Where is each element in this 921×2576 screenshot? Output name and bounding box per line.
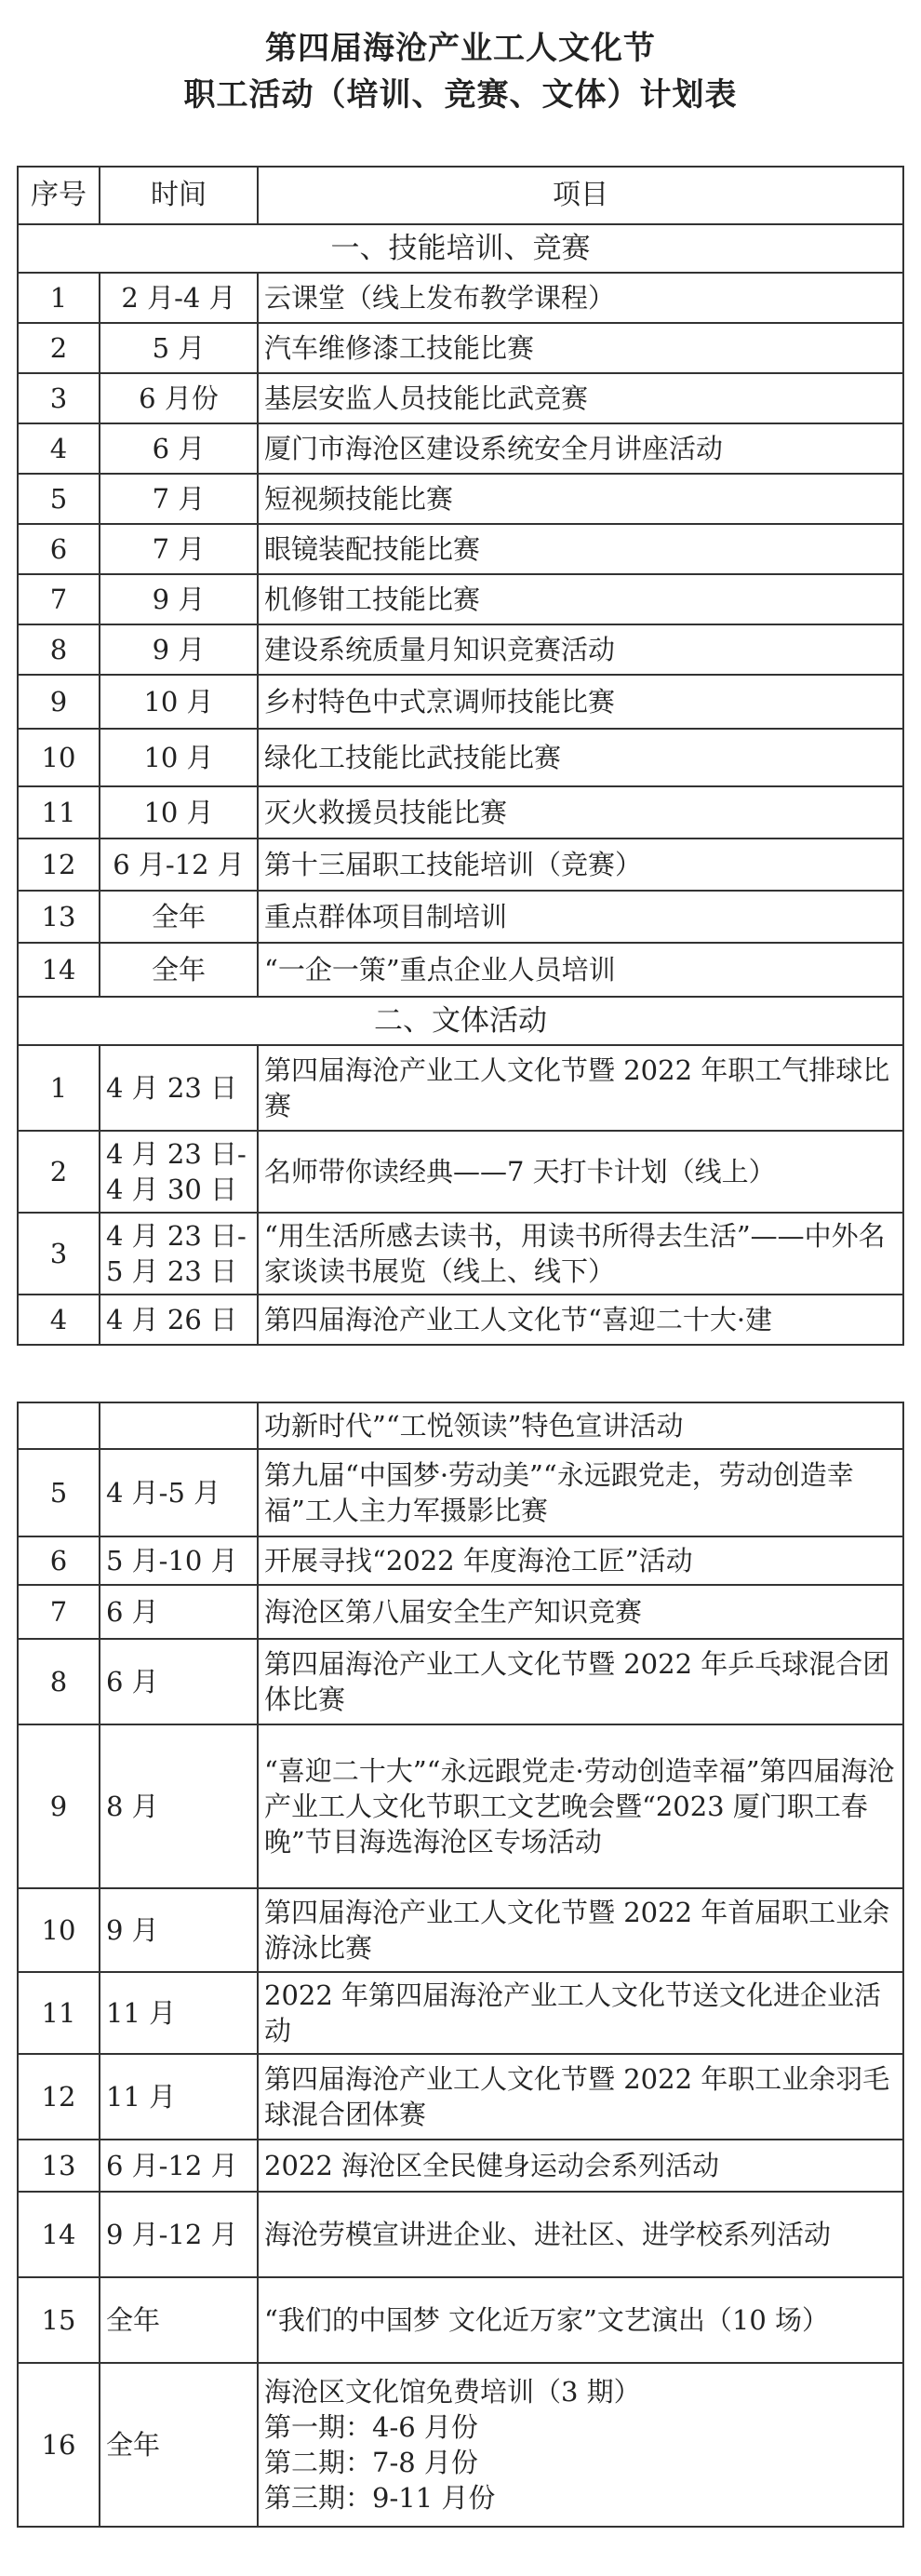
row-no: 12	[18, 839, 100, 891]
row-time: 9 月	[100, 574, 258, 624]
row-no: 16	[18, 2363, 100, 2527]
row-time: 9 月-12 月	[100, 2192, 258, 2277]
row-no: 1	[18, 273, 100, 323]
row-time: 6 月	[100, 1585, 258, 1639]
row-no: 6	[18, 524, 100, 574]
row-no: 3	[18, 1213, 100, 1295]
page-subtitle: 职工活动（培训、竞赛、文体）计划表	[183, 76, 738, 114]
row-time: 6 月	[100, 423, 258, 474]
row-no: 13	[18, 2140, 100, 2192]
header-no: 序号	[18, 167, 100, 224]
row-item: 2022 年第四届海沧产业工人文化节送文化进企业活动	[258, 1972, 903, 2054]
table-row	[18, 2363, 903, 2527]
row-time: 4 月-5 月	[100, 1449, 258, 1536]
row-time: 9 月	[100, 1888, 258, 1972]
row-no: 6	[18, 1536, 100, 1585]
row-no: 8	[18, 624, 100, 675]
row-item: 第十三届职工技能培训（竞赛）	[258, 839, 903, 891]
row-item: 基层安监人员技能比武竞赛	[258, 373, 903, 423]
row-item: 云课堂（线上发布教学课程）	[258, 273, 903, 323]
row-time: 5 月	[100, 323, 258, 373]
row-no: 14	[18, 2192, 100, 2277]
row-no: 9	[18, 675, 100, 729]
row-item: 第四届海沧产业工人文化节暨 2022 年职工气排球比赛	[258, 1045, 903, 1131]
row-item: 第四届海沧产业工人文化节“喜迎二十大·建	[258, 1295, 903, 1345]
row-time: 4 月 23 日-5 月 23 日	[100, 1213, 258, 1295]
row-item: 汽车维修漆工技能比赛	[258, 323, 903, 373]
row-time: 全年	[100, 891, 258, 943]
header-item: 项目	[258, 167, 903, 224]
table-row	[18, 474, 903, 524]
row-item: 灭火救援员技能比赛	[258, 786, 903, 839]
row-no: 9	[18, 1724, 100, 1888]
plan-table-part2	[17, 1402, 904, 2528]
table-row	[18, 1402, 903, 1449]
table-row	[18, 1295, 903, 1345]
row-no: 4	[18, 423, 100, 474]
row-item: 开展寻找“2022 年度海沧工匠”活动	[258, 1536, 903, 1585]
row-item: 机修钳工技能比赛	[258, 574, 903, 624]
table-header-row	[18, 167, 903, 224]
table-row	[18, 1888, 903, 1972]
training-period-3: 第三期：9-11 月份	[264, 2482, 496, 2514]
row-time: 4 月 23 日	[100, 1045, 258, 1131]
row-no: 10	[18, 729, 100, 786]
table-row	[18, 891, 903, 943]
row-time: 11 月	[100, 2054, 258, 2140]
row-no: 11	[18, 1972, 100, 2054]
table-row	[18, 423, 903, 474]
row-item: 建设系统质量月知识竞赛活动	[258, 624, 903, 675]
row-time: 9 月	[100, 624, 258, 675]
row-time	[100, 1402, 258, 1449]
row-time: 6 月-12 月	[100, 2140, 258, 2192]
row-time: 全年	[100, 943, 258, 997]
row-time: 6 月	[100, 1639, 258, 1724]
row-no: 7	[18, 1585, 100, 1639]
row-no: 2	[18, 323, 100, 373]
table-row	[18, 323, 903, 373]
row-item: 第四届海沧产业工人文化节暨 2022 年乒乓球混合团体比赛	[258, 1639, 903, 1724]
header-time: 时间	[100, 167, 258, 224]
training-title: 海沧区文化馆免费培训（3 期）	[264, 2376, 641, 2408]
table-row	[18, 1449, 903, 1536]
row-no: 11	[18, 786, 100, 839]
row-item: 第四届海沧产业工人文化节暨 2022 年职工业余羽毛球混合团体赛	[258, 2054, 903, 2140]
table-row	[18, 943, 903, 997]
table-row	[18, 1972, 903, 2054]
row-item: 海沧区第八届安全生产知识竞赛	[258, 1585, 903, 1639]
row-time: 6 月份	[100, 373, 258, 423]
row-time: 7 月	[100, 474, 258, 524]
table-row	[18, 729, 903, 786]
row-no: 8	[18, 1639, 100, 1724]
row-item: 功新时代”“工悦领读”特色宣讲活动	[258, 1402, 903, 1449]
table-row	[18, 1639, 903, 1724]
section-row	[18, 997, 903, 1045]
table-row	[18, 1585, 903, 1639]
table-row	[18, 273, 903, 323]
row-time: 全年	[100, 2363, 258, 2527]
row-time: 5 月-10 月	[100, 1536, 258, 1585]
row-no	[18, 1402, 100, 1449]
row-item: “我们的中国梦 文化近万家”文艺演出（10 场）	[258, 2277, 903, 2363]
table-row	[18, 839, 903, 891]
page-title: 第四届海沧产业工人文化节	[265, 30, 656, 67]
table-row	[18, 2192, 903, 2277]
row-no: 12	[18, 2054, 100, 2140]
table-row	[18, 1045, 903, 1131]
row-no: 7	[18, 574, 100, 624]
row-time: 全年	[100, 2277, 258, 2363]
table-row	[18, 524, 903, 574]
row-item: 2022 海沧区全民健身运动会系列活动	[258, 2140, 903, 2192]
row-no: 14	[18, 943, 100, 997]
section-title-skills: 一、技能培训、竞赛	[18, 224, 903, 273]
table-row	[18, 1131, 903, 1213]
row-time: 7 月	[100, 524, 258, 574]
row-no: 5	[18, 1449, 100, 1536]
table-row	[18, 1536, 903, 1585]
row-no: 10	[18, 1888, 100, 1972]
table-row	[18, 574, 903, 624]
section-row	[18, 224, 903, 273]
row-no: 4	[18, 1295, 100, 1345]
row-item: 第四届海沧产业工人文化节暨 2022 年首届职工业余游泳比赛	[258, 1888, 903, 1972]
row-item: 重点群体项目制培训	[258, 891, 903, 943]
row-no: 5	[18, 474, 100, 524]
table-row	[18, 2277, 903, 2363]
row-time: 10 月	[100, 729, 258, 786]
row-item: 名师带你读经典——7 天打卡计划（线上）	[258, 1131, 903, 1213]
table-row	[18, 1213, 903, 1295]
row-item: 眼镜装配技能比赛	[258, 524, 903, 574]
row-item: 绿化工技能比武技能比赛	[258, 729, 903, 786]
row-time: 2 月-4 月	[100, 273, 258, 323]
row-item: “用生活所感去读书，用读书所得去生活”——中外名家谈读书展览（线上、线下）	[258, 1213, 903, 1295]
row-time: 4 月 26 日	[100, 1295, 258, 1345]
row-no: 13	[18, 891, 100, 943]
table-row	[18, 1724, 903, 1888]
row-time: 10 月	[100, 786, 258, 839]
row-no: 2	[18, 1131, 100, 1213]
row-item: 短视频技能比赛	[258, 474, 903, 524]
row-no: 1	[18, 1045, 100, 1131]
table-row	[18, 624, 903, 675]
row-item	[258, 2363, 903, 2527]
row-no: 3	[18, 373, 100, 423]
table-row	[18, 786, 903, 839]
row-time: 8 月	[100, 1724, 258, 1888]
table-row	[18, 373, 903, 423]
row-item: 海沧劳模宣讲进企业、进社区、进学校系列活动	[258, 2192, 903, 2277]
table-row	[18, 2054, 903, 2140]
row-time: 10 月	[100, 675, 258, 729]
row-item: 乡村特色中式烹调师技能比赛	[258, 675, 903, 729]
table-row	[18, 675, 903, 729]
section-title-culture: 二、文体活动	[18, 997, 903, 1045]
row-time: 11 月	[100, 1972, 258, 2054]
plan-table-part1	[17, 166, 904, 1346]
row-item: 厦门市海沧区建设系统安全月讲座活动	[258, 423, 903, 474]
row-item: 第九届“中国梦·劳动美”“永远跟党走，劳动创造幸福”工人主力军摄影比赛	[258, 1449, 903, 1536]
row-time: 4 月 23 日-4 月 30 日	[100, 1131, 258, 1213]
training-period-1: 第一期：4-6 月份	[264, 2411, 478, 2443]
row-item: “一企一策”重点企业人员培训	[258, 943, 903, 997]
row-item: “喜迎二十大”“永远跟党走·劳动创造幸福”第四届海沧产业工人文化节职工文艺晚会暨“2023 厦门职工春晚”节目海选海沧区专场活动	[258, 1724, 903, 1888]
row-no: 15	[18, 2277, 100, 2363]
table-row	[18, 2140, 903, 2192]
training-period-2: 第二期：7-8 月份	[264, 2447, 478, 2478]
row-time: 6 月-12 月	[100, 839, 258, 891]
